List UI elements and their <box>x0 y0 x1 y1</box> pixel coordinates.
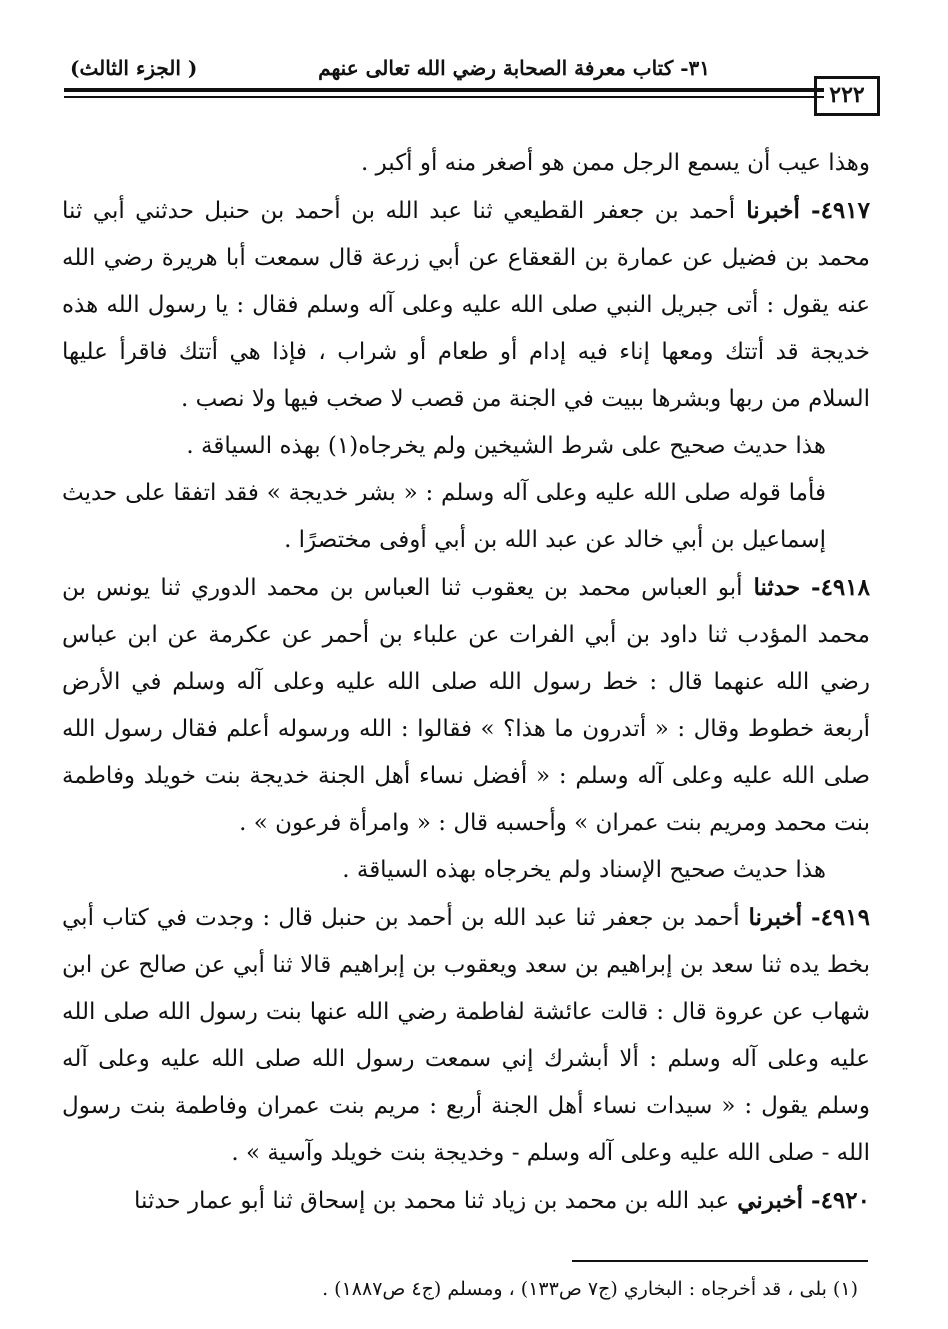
narration-keyword: - حدثنا <box>742 574 821 601</box>
paragraph <box>62 564 870 847</box>
narration-keyword: - أخبرني <box>729 1187 821 1214</box>
footnote: (١) بلى ، قد أخرجاه : البخاري (ج٧ ص١٣٣) ، ومسلم (ج٤ ص١٨٨٧) . <box>322 1278 858 1300</box>
paragraph <box>62 894 870 1177</box>
paragraph <box>62 423 870 470</box>
hadith-number: ٤٩١٧ <box>820 197 870 224</box>
volume-label: ( الجزء الثالث) <box>70 56 198 80</box>
paragraph-text: هذا حديث صحيح الإسناد ولم يخرجاه بهذه السياقة . <box>342 857 826 883</box>
paragraph <box>62 1177 870 1225</box>
narration-keyword: - أخبرنا <box>735 197 821 224</box>
header-rule-thick <box>64 88 824 92</box>
paragraph <box>62 187 870 423</box>
paragraph <box>62 847 870 894</box>
paragraph <box>62 470 870 564</box>
paragraph-text: أحمد بن جعفر ثنا عبد الله بن أحمد بن حنبل قال : وجدت في كتاب أبي بخط يده ثنا سعد بن إبراهيم بن سعد ويعقوب بن إبراهيم قالا ثنا أبي عن صالح عن ابن شهاب عن عروة قال : قالت عائشة لفاطمة رضي الله عنها بنت رسول الله صلى الله عليه وعلى آله وسلم : ألا أبشرك إني سمعت رسول الله صلى الله عليه وعلى آله وسلم يقول : « سيدات نساء أهل الجنة أربع : مريم بنت عمران وفاطمة بنت رسول الله - صلى الله عليه وعلى آله وسلم - وخديجة بنت خويلد وآسية » . <box>62 905 870 1166</box>
hadith-number: ٤٩٢٠ <box>820 1187 870 1214</box>
paragraph <box>62 140 870 187</box>
paragraph-text: أحمد بن جعفر القطيعي ثنا عبد الله بن أحمد بن حنبل حدثني أبي ثنا محمد بن فضيل عن عمارة بن القعقاع عن أبي زرعة قال سمعت أبا هريرة رضي الله عنه يقول : أتى جبريل النبي صلى الله عليه وعلى آله وسلم فقال : يا رسول الله هذه خديجة قد أتتك ومعها إناء فيه إدام أو طعام أو شراب ، فإذا هي أتتك فاقرأ عليها السلام من ربها وبشرها ببيت في الجنة من قصب لا صخب فيها ولا نصب . <box>62 198 870 412</box>
paragraph-text: فأما قوله صلى الله عليه وعلى آله وسلم : « بشر خديجة » فقد اتفقا على حديث إسماعيل بن أبي خالد عن عبد الله بن أبي أوفى مختصرًا . <box>62 480 826 553</box>
header-rule-thin <box>64 96 824 98</box>
paragraph-text: أبو العباس محمد بن يعقوب ثنا العباس بن محمد الدوري ثنا يونس بن محمد المؤدب ثنا داود بن أبي الفرات عن علباء بن أحمر عن عكرمة عن ابن عباس رضي الله عنهما قال : خط رسول الله صلى الله عليه وعلى آله وسلم في الأرض أربعة خطوط وقال : « أتدرون ما هذا؟ » فقالوا : الله ورسوله أعلم فقال رسول الله صلى الله عليه وعلى آله وسلم : « أفضل نساء أهل الجنة خديجة بنت خويلد وفاطمة بنت محمد ومريم بنت عمران » وأحسبه قال : « وامرأة فرعون » . <box>62 575 870 836</box>
narration-keyword: - أخبرنا <box>739 904 821 931</box>
paragraph-text: عبد الله بن محمد بن زياد ثنا محمد بن إسحاق ثنا أبو عمار حدثنا <box>134 1188 730 1214</box>
footnote-rule <box>572 1260 868 1262</box>
paragraph-text: وهذا عيب أن يسمع الرجل ممن هو أصغر منه أو أكبر . <box>360 150 870 176</box>
hadith-number: ٤٩١٨ <box>820 574 870 601</box>
body-text <box>62 140 870 1225</box>
paragraph-text: هذا حديث صحيح على شرط الشيخين ولم يخرجاه(١) بهذه السياقة . <box>186 433 826 459</box>
hadith-number: ٤٩١٩ <box>820 904 870 931</box>
page-header <box>60 52 880 108</box>
chapter-title: ٣١- كتاب معرفة الصحابة رضي الله تعالى عنهم <box>318 56 710 80</box>
page-number: ٢٢٢ <box>814 76 880 116</box>
